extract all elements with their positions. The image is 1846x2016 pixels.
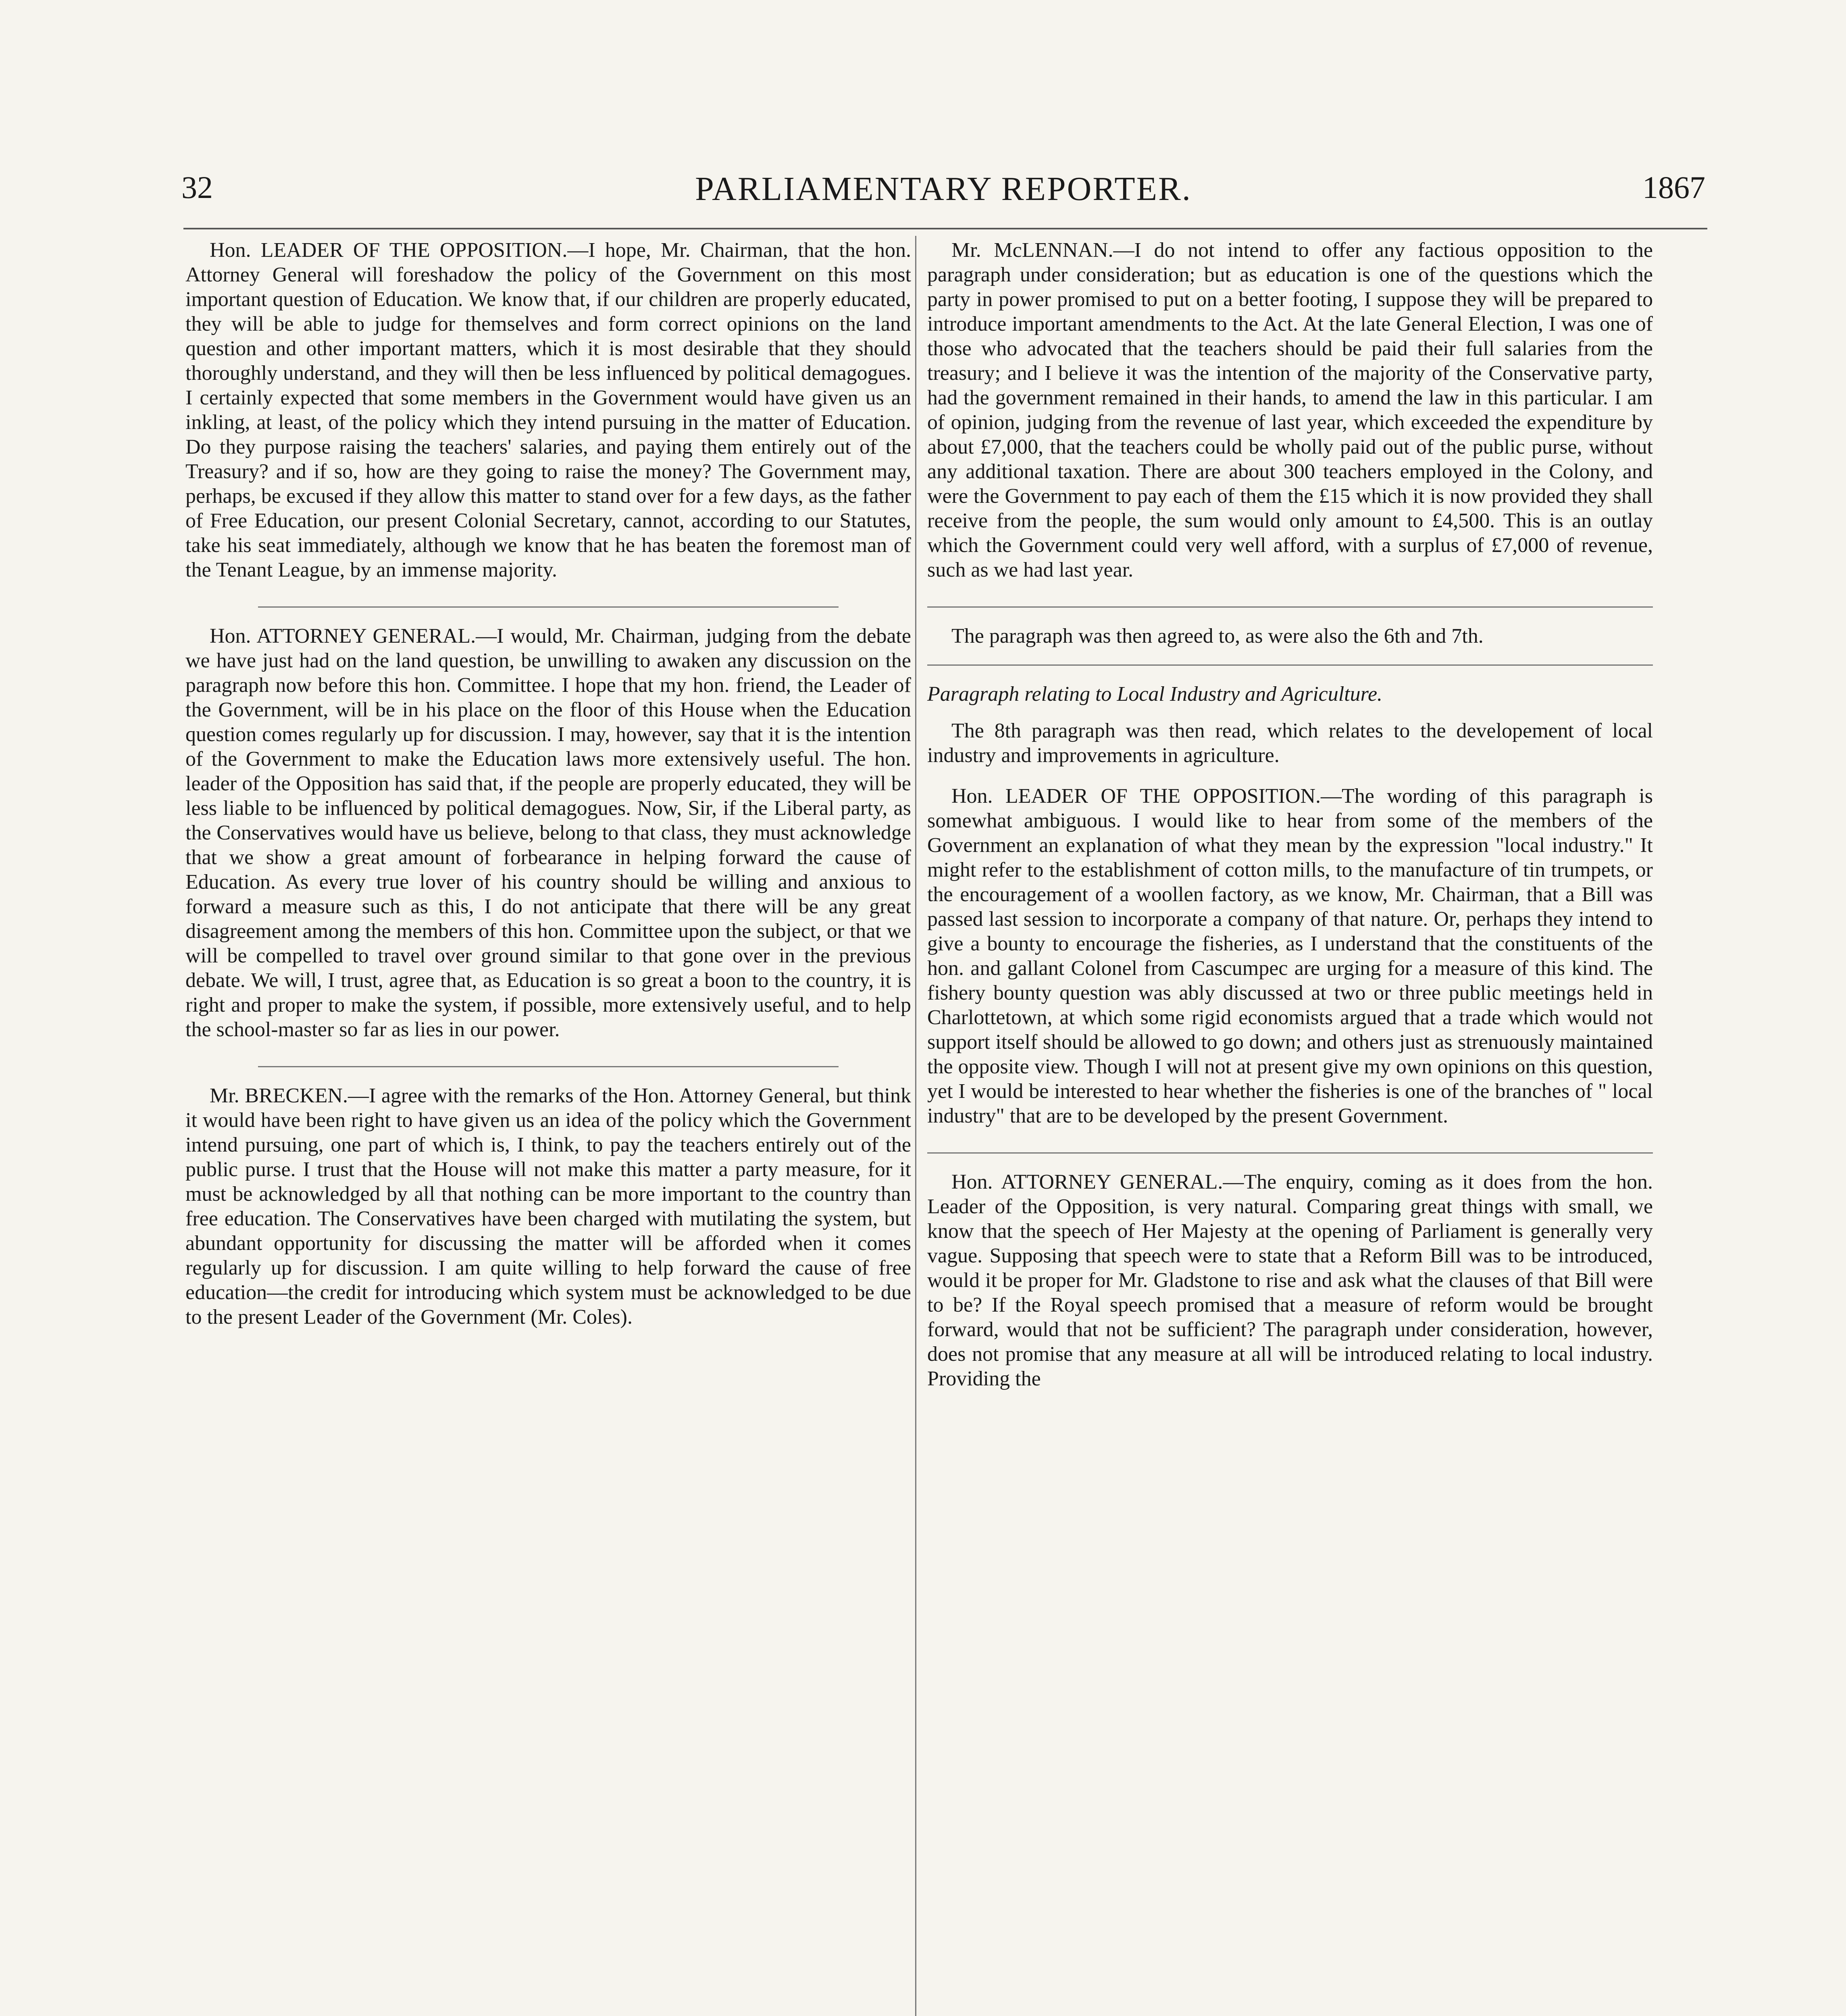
- right-column: [927, 238, 1653, 1415]
- column-divider: [915, 236, 916, 2016]
- column-separator: [258, 1066, 839, 1067]
- speech-mclennan: Mr. McLENNAN.—I do not intend to offer any factious opposition to the paragraph under consideration; but as education is one of the questions which the party in power promised to put on a better footing, I suppose they will be prepared to introduce important amendments to the Act. At the late General Election, I was one of those who advocated that the teachers should be paid their full salaries from the treasury; and I believe it was the intention of the majority of the Conservative party, had the government remained in their hands, to amend the law in this particular. I am of opinion, judging from the revenue of last year, which exceeded the expenditure by about £7,000, that the teachers could be wholly paid out of the public purse, without any additional taxation. There are about 300 teachers employed in the Colony, and were the Government to pay each of them the £15 which it is now provided they shall receive from the people, the sum would only amount to £4,500. This is an outlay which the Government could very well afford, with a surplus of £7,000 of revenue, such as we had last year.: [927, 239, 1653, 581]
- publication-title: PARLIAMENTARY REPORTER.: [695, 170, 1192, 208]
- page-number: 32: [181, 170, 213, 205]
- page-year: 1867: [1642, 170, 1705, 205]
- left-column: [185, 238, 911, 1354]
- paragraph-read-note: The 8th paragraph was then read, which relates to the developement of local industry and improvements in agriculture.: [927, 719, 1653, 767]
- header-rule: [183, 228, 1707, 229]
- speech-attorney-general-2: Hon. ATTORNEY GENERAL.—The enquiry, coming as it does from the hon. Leader of the Opposition, is very natural. Comparing great things with small, we know that the speech of Her Majesty at the opening of Parliament is generally very vague. Supposing that speech were to state that a Reform Bill was to be introduced, would it be proper for Mr. Gladstone to rise and ask what the clauses of that Bill were to be? If the Royal speech promised that a measure of reform would be brought forward, would that not be sufficient? The paragraph under consideration, however, does not promise that any measure at all will be introduced relating to local industry. Providing the: [927, 1170, 1653, 1390]
- column-separator: [927, 606, 1653, 608]
- speech-attorney-general: Hon. ATTORNEY GENERAL.—I would, Mr. Chairman, judging from the debate we have just had on the land question, be unwilling to awaken any discussion on the paragraph now before this hon. Committee. I hope that my hon. friend, the Leader of the Government, will be in his place on the floor of this House when the Education question comes regularly up for discussion. I may, however, say that it is the intention of the Government to make the Education laws more extensively useful. The hon. leader of the Opposition has said that, if the people are properly educated, they will be less liable to be influenced by political demagogues. Now, Sir, if the Liberal party, as the Conservatives would have us believe, belong to that class, they must acknowledge that we show a great amount of forbearance in helping forward the cause of Education. As every true lover of his country should be willing and anxious to forward a measure such as this, I do not anticipate that there will be any great disagreement among the members of this hon. Committee upon the subject, or that we will be compelled to travel over ground similar to that gone over in the previous debate. We will, I trust, agree that, as Education is so great a boon to the country, it is right and proper to make the system, if possible, more extensively useful, and to help the school-master so far as lies in our power.: [185, 625, 911, 1041]
- speech-leader-opposition-2: Hon. LEADER OF THE OPPOSITION.—The wording of this paragraph is somewhat ambiguous. I would like to hear from some of the members of the Government an explanation of what they mean by the expression "local industry." It might refer to the establishment of cotton mills, to the manufacture of tin trumpets, or the encouragement of a woollen factory, as we know, Mr. Chairman, that a Bill was passed last session to incorporate a company of that nature. Or, perhaps they intend to give a bounty to encourage the fisheries, as I understand that the constituents of the hon. and gallant Colonel from Cascumpec are urging for a measure of this kind. The fishery bounty question was ably discussed at two or three public meetings held in Charlottetown, at which some rigid economists argued that a trade which would not support itself should be allowed to go down; and others just as strenuously maintained the opposite view. Though I will not at present give my own opinions on this question, yet I would be interested to hear whether the fisheries is one of the branches of " local industry" that are to be developed by the present Government.: [927, 785, 1653, 1127]
- speech-leader-opposition: Hon. LEADER OF THE OPPOSITION.—I hope, Mr. Chairman, that the hon. Attorney General will foreshadow the policy of the Government on this most important question of Education. We know that, if our children are properly educated, they will be able to judge for themselves and form correct opinions on the land question and other important matters, which it is most desirable that they should thoroughly understand, and they will then be less influenced by political demagogues. I certainly expected that some members in the Government would have given us an inkling, at least, of the policy which they intend pursuing in the matter of Education. Do they purpose raising the teachers' salaries, and paying them entirely out of the Treasury? and if so, how are they going to raise the money? The Government may, perhaps, be excused if they allow this matter to stand over for a few days, as the father of Free Education, our present Colonial Secretary, cannot, according to our Statutes, take his seat immediately, although we know that he has beaten the foremost man of the Tenant League, by an immense majority.: [185, 239, 911, 581]
- column-separator: [927, 1152, 1653, 1154]
- section-heading: Paragraph relating to Local Industry and Agriculture.: [927, 683, 1383, 706]
- paragraph-agreed-note: The paragraph was then agreed to, as were also the 6th and 7th.: [951, 625, 1484, 648]
- speech-brecken: Mr. BRECKEN.—I agree with the remarks of the Hon. Attorney General, but think it would have been right to have given us an idea of the policy which the Government intend pursuing, one part of which is, I think, to pay the teachers entirely out of the public purse. I trust that the House will not make this matter a party measure, for it must be acknowledged by all that nothing can be more important to the country than free education. The Conservatives have been charged with mutilating the system, but abundant opportunity for discussing the matter will be afforded when it comes regularly up for discussion. I am quite willing to help forward the cause of free education—the credit for introducing which system must be acknowledged to be due to the present Leader of the Government (Mr. Coles).: [185, 1084, 911, 1329]
- column-separator: [927, 664, 1653, 666]
- column-separator: [258, 606, 839, 608]
- page-header: [181, 169, 1705, 222]
